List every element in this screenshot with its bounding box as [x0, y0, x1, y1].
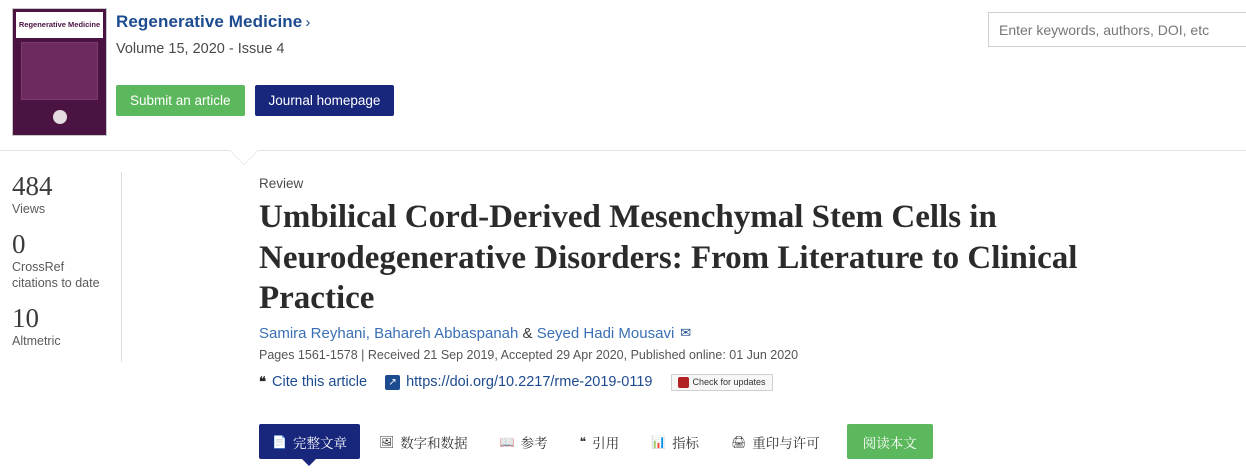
journal-meta — [116, 12, 310, 57]
book-icon: 📖 — [499, 434, 515, 449]
tab-label: 重印与许可 — [752, 435, 820, 451]
metric-views — [12, 172, 111, 218]
tab-references[interactable] — [487, 424, 561, 459]
article-links-row — [259, 374, 1230, 391]
metric-label: Views — [12, 202, 46, 217]
author-link[interactable]: Samira Reyhani — [259, 324, 366, 342]
author-conjunction: & — [518, 324, 537, 342]
author-link[interactable]: Bahareh Abbaspanah — [374, 324, 519, 342]
quote-icon: ❝ — [579, 434, 587, 449]
cover-caption — [16, 12, 103, 38]
cover-artwork — [21, 42, 98, 100]
external-link-icon: ↗ — [385, 375, 400, 390]
tab-label: 引用 — [592, 435, 620, 451]
publisher-logo-icon — [53, 110, 67, 124]
search-box[interactable] — [988, 12, 1246, 47]
tab-figures-and-data[interactable] — [366, 424, 481, 459]
tab-label: 参考 — [520, 435, 548, 451]
article-metrics-sidebar — [12, 172, 122, 362]
tab-label: 完整文章 — [292, 435, 347, 451]
chevron-right-icon: › — [305, 14, 311, 31]
cover-publisher-logo — [13, 110, 106, 129]
chart-icon: 📊 — [651, 434, 667, 449]
page-title: Umbilical Cord-Derived Mesenchymal Stem Cells in Neurodegenerative Disorders: From Literature to Clinical Practice — [259, 199, 1078, 317]
metric-altmetric — [12, 304, 111, 350]
tab-full-article[interactable] — [259, 424, 360, 459]
journal-action-buttons — [116, 85, 394, 116]
tab-label: 数字和数据 — [400, 435, 468, 451]
tab-label: 指标 — [672, 435, 700, 451]
image-icon: 🖼 — [378, 434, 395, 449]
metric-label: Altmetric — [12, 333, 61, 348]
search-input[interactable] — [988, 12, 1246, 47]
email-author-icon[interactable]: ✉ — [680, 324, 692, 340]
tab-citations[interactable] — [567, 424, 632, 459]
journal-homepage-button[interactable]: Journal homepage — [255, 85, 395, 116]
document-icon: 📄 — [272, 434, 287, 449]
crossmark-icon — [678, 377, 689, 388]
crossmark-label: Check for updates — [692, 377, 766, 388]
crossmark-badge[interactable] — [671, 374, 773, 391]
submit-article-button[interactable]: Submit an article — [116, 85, 245, 116]
article-type-label: Review — [259, 176, 304, 191]
read-article-button[interactable]: 阅读本文 — [847, 424, 933, 459]
active-tab-caret — [230, 150, 258, 164]
metric-value: 0 — [12, 228, 26, 259]
journal-title-link[interactable] — [116, 12, 310, 31]
cover-caption-text: Regenerative Medicine — [18, 19, 101, 29]
author-list — [259, 325, 1230, 342]
print-icon: 🖨 — [731, 434, 747, 449]
tab-metrics[interactable] — [638, 424, 712, 459]
journal-header — [0, 0, 1246, 151]
doi-label: https://doi.org/10.2217/rme-2019-0119 — [406, 374, 653, 391]
quote-icon: ❝ — [259, 374, 266, 390]
article-publication-details: Pages 1561-1578 | Received 21 Sep 2019, Accepted 29 Apr 2020, Published online: 01 Jun 2020 — [259, 347, 799, 362]
journal-issue-line: Volume 15, 2020 - Issue 4 — [116, 41, 285, 57]
metric-value: 484 — [12, 171, 53, 201]
metric-label: CrossRef citations to date — [12, 260, 100, 290]
tab-reprints-and-permissions[interactable] — [718, 424, 833, 459]
author-separator: , — [365, 324, 375, 342]
journal-title-text: Regenerative Medicine — [116, 12, 303, 31]
journal-cover-thumbnail[interactable] — [12, 8, 107, 136]
cite-this-article-label: Cite this article — [272, 374, 368, 391]
metric-crossref-citations — [12, 230, 111, 292]
metric-value: 10 — [12, 302, 39, 333]
doi-link[interactable] — [385, 374, 652, 390]
article-header — [259, 176, 1230, 391]
cite-this-article-link[interactable] — [259, 374, 367, 390]
article-tab-bar — [259, 424, 933, 459]
author-link[interactable]: Seyed Hadi Mousavi — [536, 324, 675, 342]
